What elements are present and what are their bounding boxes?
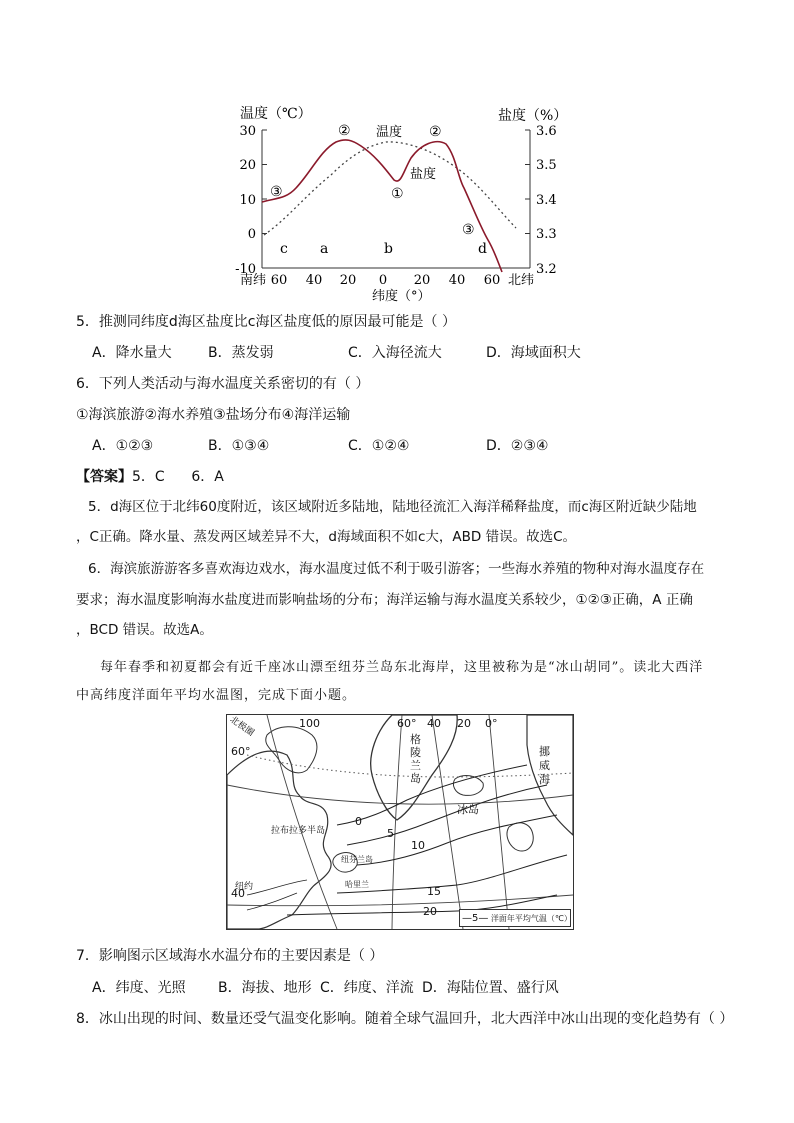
passage-line-1: 每年春季和初夏都会有近千座冰山漂至纽芬兰岛东北海岸，这里被称为是“冰山胡同”。读北大西洋 [100,660,704,675]
explanation-5-line-1: 5．d海区位于北纬60度附近，该区域附近多陆地，陆地径流汇入海洋稀释盐度，而c海区附近缺少陆地 [88,499,697,515]
y2-tick-label: 3.5 [536,158,557,173]
q7-option-a[interactable]: A．纬度、光照 [92,980,186,996]
isotherm-label-5: 5 [387,827,394,840]
x-tick-label: 40 [448,273,466,288]
north-atlantic-sst-map [226,714,574,930]
y2-tick-label: 3.2 [536,262,557,277]
x-ticks [271,273,501,288]
map-label-lon0: 0° [485,717,498,730]
south-label: 南纬 [240,273,267,288]
explanation-6-line-2: 要求；海水温度影响海水盐度进而影响盐场的分布；海洋运输与海水温度关系较少，①②③正确，A 正确 [76,592,693,608]
map-label-arctic-circle: 北极圈 [227,714,256,739]
q7-option-c[interactable]: C．纬度、洋流 [320,980,414,996]
isotherm-10 [357,815,557,865]
marker-3-right: ③ [462,222,475,238]
map-label-norwegian-sea: 挪威海 [539,745,550,786]
y-tick-label: 20 [239,158,256,173]
explanation-6-line-1: 6．海滨旅游游客多喜欢海边戏水，海水温度过低不利于吸引游客；一些海水养殖的物种对海水温度存在 [88,561,705,577]
x-tick-label: 60 [483,273,501,288]
isotherm-5 [347,785,547,845]
region-a: a [320,241,329,257]
map-label-lat60: 60° [231,745,251,758]
y-tick-label: 30 [239,124,256,139]
q6-option-d[interactable]: D．②③④ [486,438,549,454]
map-label-newyork: 纽约 [235,882,254,892]
region-b: b [384,241,393,257]
map-label-lat40: 40 [231,887,245,900]
x-tick-label: 40 [305,273,323,288]
y2-tick-label: 3.6 [536,124,557,139]
answer-label: 【答案】 [76,469,132,485]
y2-tick-label: 3.3 [536,227,557,242]
y2-tick-label: 3.4 [536,193,557,208]
question-6-items: ①海滨旅游②海水养殖③盐场分布④海洋运输 [76,407,351,423]
legend-line-symbol: —5— [462,913,489,924]
y-tick-label: -10 [235,262,256,277]
isotherm-label-15: 15 [427,885,441,898]
salinity-series-line [262,140,502,272]
chart-right-title: 盐度（%） [498,108,568,124]
x-tick-label: 0 [378,273,388,288]
question-7-stem: 7．影响图示区域海水水温分布的主要因素是（ ） [76,948,384,964]
x-tick-label: 20 [339,273,357,288]
q6-option-a[interactable]: A．①②③ [92,438,154,454]
q5-option-a[interactable]: A．降水量大 [92,345,172,361]
explanation-5-line-2: ，C正确。降水量、蒸发两区域差异不大，d海域面积不如c大，ABD 错误。故选C。 [76,529,577,545]
question-8-stem: 8．冰山出现的时间、数量还受气温变化影响。随着全球气温回升，北大西洋中冰山出现的变化趋势有（ ） [76,1011,734,1027]
question-6-stem: 6．下列人类活动与海水温度关系密切的有（ ） [76,376,370,392]
temperature-curve-label: 温度 [376,125,403,140]
q7-option-b[interactable]: B．海拔、地形 [218,980,312,996]
map-label-newfoundland: 纽芬兰岛 [341,855,373,864]
map-label-lon20: 20 [457,717,471,730]
q6-option-c[interactable]: C．①②④ [348,438,410,454]
map-label-halifax: 哈里兰 [345,880,369,889]
answer-text: 5．C 6．A [132,469,224,485]
explanation-6-line-3: ，BCD 错误。故选A。 [76,622,213,638]
isotherm-label-10: 10 [411,839,425,852]
map-label-iceland: 冰岛 [457,803,479,816]
isotherm-label-0: 0 [355,815,362,828]
temperature-salinity-chart [235,100,568,305]
north-america-coast [227,751,331,929]
north-label: 北纬 [508,273,535,288]
map-label-lon40: 40 [427,717,441,730]
map-label-greenland: 格陵兰岛 [410,733,421,785]
map-legend [459,909,571,927]
marker-1: ① [391,186,404,202]
region-d: d [478,241,487,257]
answer-line [76,466,224,486]
passage-line-2: 中高纬度洋面年平均水温图，完成下面小题。 [76,688,357,703]
y-tick-label: 0 [247,227,256,242]
marker-3-left: ③ [270,184,283,200]
region-c: c [280,241,288,257]
x-axis-label: 纬度（°） [372,289,431,304]
q5-option-b[interactable]: B．蒸发弱 [208,345,274,361]
x-tick-label: 20 [413,273,431,288]
map-label-lon100: 100 [299,717,320,730]
q5-option-d[interactable]: D．海域面积大 [486,345,581,361]
question-5-stem: 5．推测同纬度d海区盐度比c海区盐度低的原因最可能是（ ） [76,314,456,330]
isotherm-label-20: 20 [423,905,437,918]
x-tick-label: 60 [270,273,288,288]
q7-option-d[interactable]: D．海陆位置、盛行风 [422,980,559,996]
y-tick-label: 10 [239,193,256,208]
marker-2-right: ② [429,124,442,140]
q5-option-c[interactable]: C．入海径流大 [348,345,442,361]
legend-text: 洋面年平均气温（℃） [490,914,572,923]
map-label-lon60: 60° [397,717,417,730]
salinity-curve-label: 盐度 [410,167,437,182]
britain-coast [507,823,533,851]
chart-left-title: 温度（℃） [240,106,312,122]
map-label-labrador: 拉布拉多半岛 [271,826,326,836]
marker-2-left: ② [338,123,351,139]
q6-option-b[interactable]: B．①③④ [208,438,270,454]
